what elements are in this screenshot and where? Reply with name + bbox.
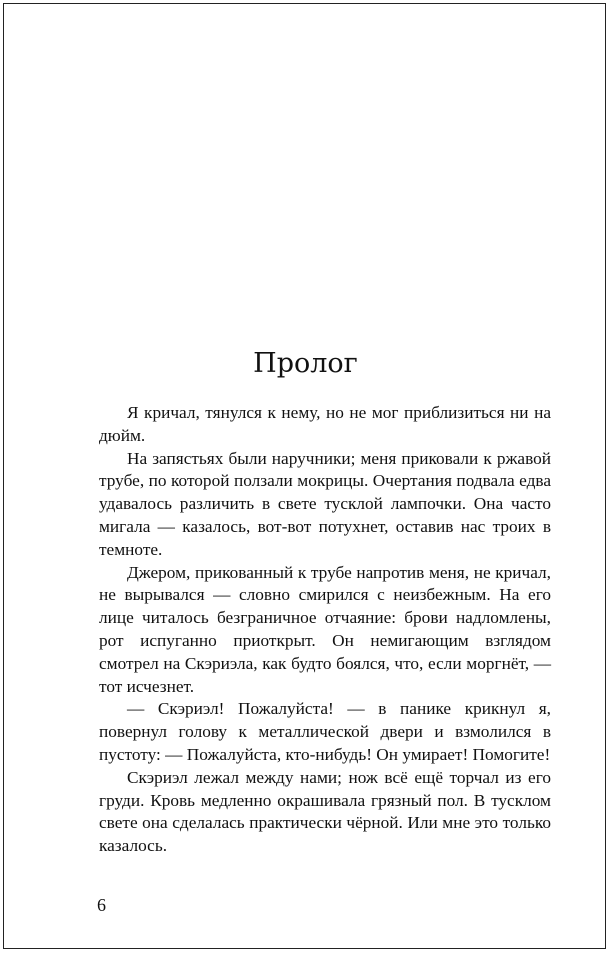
paragraph-1: Я кричал, тянулся к нему, но не мог приблизиться ни на дюйм. [99, 403, 551, 445]
paragraph-2: На запястьях были наручники; меня приковали к ржавой трубе, по которой ползали мокрицы. Очертания подвала едва удавалось различить в свете тусклой лампочки. Она часто мигала — казалось, вот-вот потухнет, оставив нас троих в темноте. [99, 448, 551, 559]
book-page [3, 3, 606, 949]
paragraph-4: — Скэриэл! Пожалуйста! — в панике крикнул я, повернул голову к металлической двери и взмолился в пустоту: — Пожалуйста, кто-нибудь! Он умирает! Помогите! [99, 699, 551, 764]
chapter-body [99, 402, 551, 858]
paragraph-3: Джером, прикованный к трубе напротив меня, не кричал, не вырывался — словно смирился с неизбежным. На его лице читалось безграничное отчаяние: брови надломлены, рот испуганно приоткрыт. Он немигающим взглядом смотрел на Скэриэла, как будто боялся, что, если моргнёт, — тот исчезнет. [99, 562, 551, 696]
page-number: 6 [97, 895, 106, 915]
paragraph-5: Скэриэл лежал между нами; нож всё ещё торчал из его груди. Кровь медленно окрашивала грязный пол. В тусклом свете она сделалась практически чёрной. Или мне это только казалось. [99, 767, 551, 856]
chapter-title: Пролог [253, 348, 358, 379]
